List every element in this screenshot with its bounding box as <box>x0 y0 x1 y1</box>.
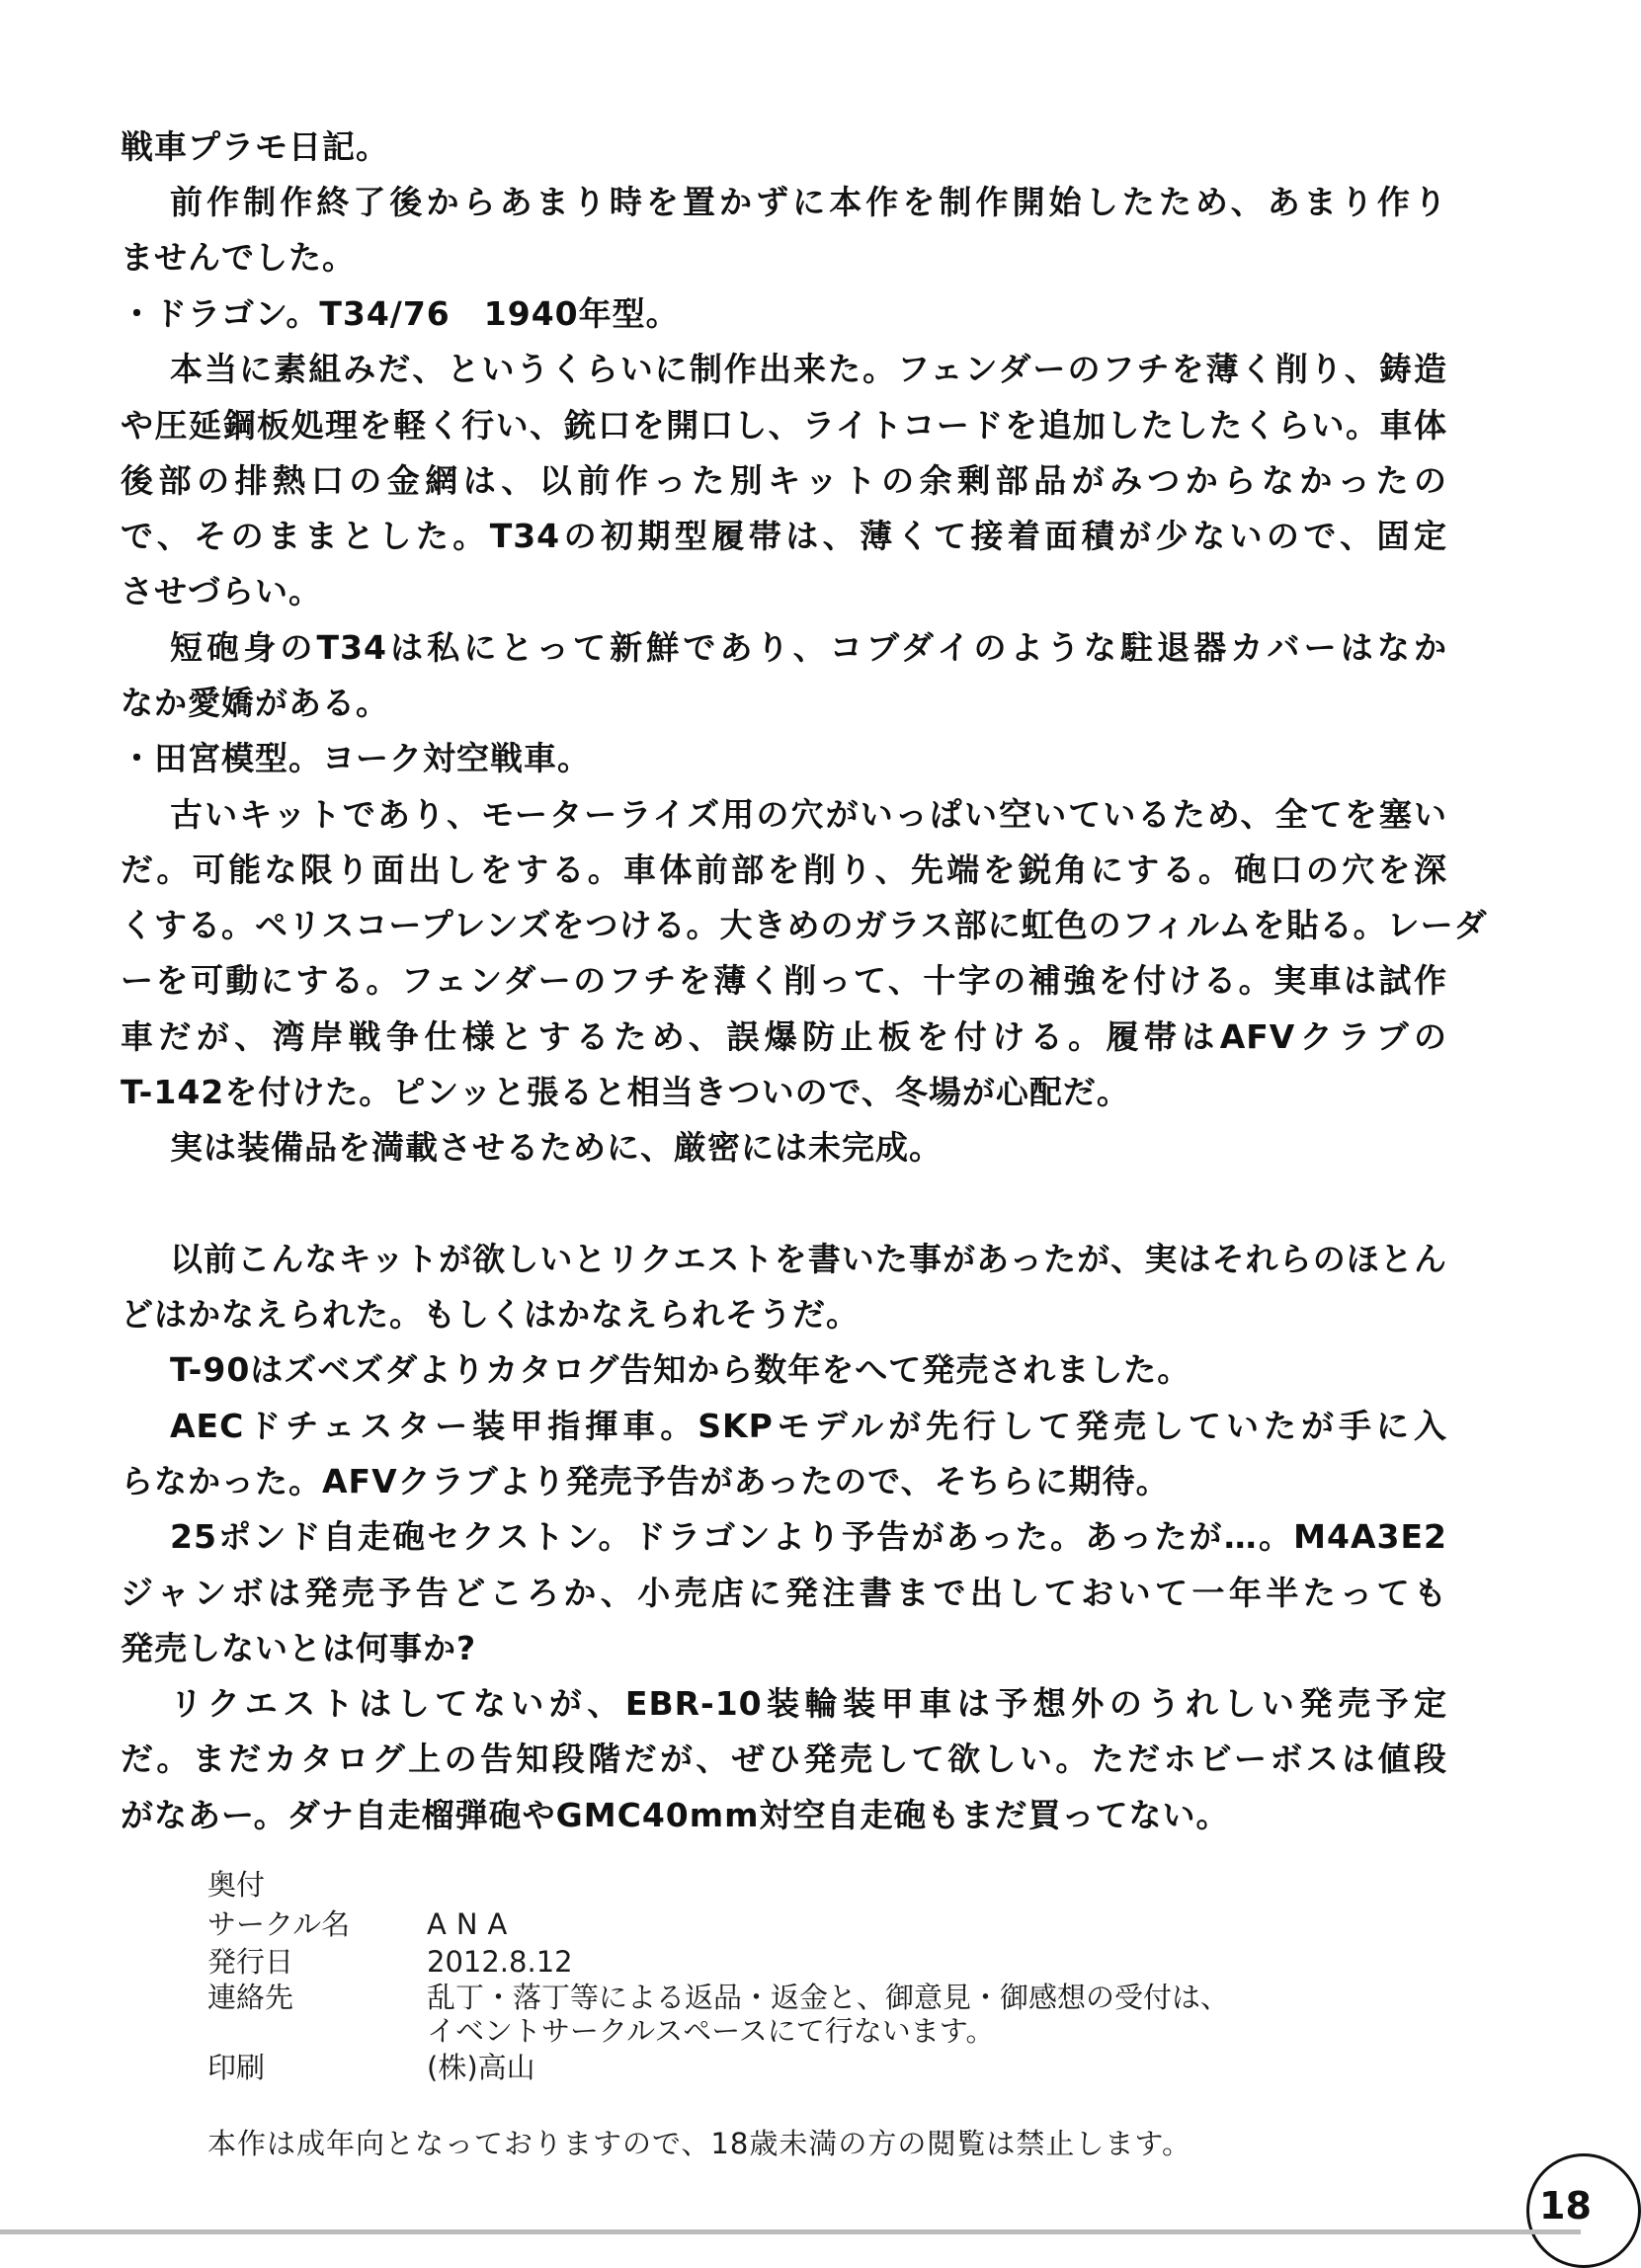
text-line: T-142を付けた。ピンッと張ると相当きついので、冬場が心配だ。 <box>121 1073 1130 1111</box>
text-line: 短砲身のT34は私にとって新鮮であり、コブダイのような駐退器カバーはなか <box>170 628 1447 667</box>
text-line: 本当に素組みだ、というくらいに制作出来た。フェンダーのフチを薄く削り、鋳造 <box>170 350 1447 388</box>
text-line: どはかなえられた。もしくはかなえられそうだ。 <box>121 1295 860 1334</box>
text-line: 車だが、湾岸戦争仕様とするため、誤爆防止板を付ける。履帯はAFVクラブの <box>121 1017 1447 1056</box>
text-line: 古いキットであり、モーターライズ用の穴がいっぱい空いているため、全てを塞い <box>170 795 1447 834</box>
circle-name-value: ANA <box>427 1907 518 1941</box>
text-line: 実は装備品を満載させるために、厳密には未完成。 <box>170 1128 943 1167</box>
text-line: や圧延鋼板処理を軽く行い、銃口を開口し、ライトコードを追加したしたくらい。車体 <box>121 406 1447 445</box>
text-line: がなあー。ダナ自走榴弾砲やGMC40mm対空自走砲もまだ買ってない。 <box>121 1796 1230 1834</box>
text-line: で、そのままとした。T34の初期型履帯は、薄くて接着面積が少ないので、固定 <box>121 517 1447 555</box>
text-line: 発売しないとは何事か? <box>121 1629 477 1667</box>
text-line: リクエストはしてないが、EBR-10装輪装甲車は予想外のうれしい発売予定 <box>170 1684 1447 1723</box>
text-line: AECドチェスター装甲指揮車。SKPモデルが先行して発売していたが手に入 <box>170 1407 1447 1445</box>
text-line: らなかった。AFVクラブより発売予告があったので、そちらに期待。 <box>121 1462 1170 1500</box>
issue-date-value: 2012.8.12 <box>427 1945 573 1979</box>
text-line: 前作制作終了後からあまり時を置かずに本作を制作開始したため、あまり作り <box>170 183 1447 221</box>
text-line: くする。ペリスコープレンズをつける。大きめのガラス部に虹色のフィルムを貼る。レーダ <box>121 906 1488 944</box>
contact-value: 乱丁・落丁等による返品・返金と、御意見・御感想の受付は、 <box>427 1981 1230 2014</box>
printer-label: 印刷 <box>207 2051 266 2084</box>
text-line: だ。可能な限り面出しをする。車体前部を削り、先端を鋭角にする。砲口の穴を深 <box>121 850 1447 889</box>
contact-value-cont: イベントサークルスペースにて行ないます。 <box>427 2014 995 2048</box>
printer-value: (株)高山 <box>427 2051 535 2084</box>
contact-label: 連絡先 <box>207 1981 294 2014</box>
text-line: 以前こんなキットが欲しいとリクエストを書いた事があったが、実はそれらのほとん <box>170 1240 1447 1278</box>
text-line: だ。まだカタログ上の告知段階だが、ぜひ発売して欲しい。ただホビーボスは値段 <box>121 1740 1447 1778</box>
section-heading: ・ドラゴン。T34/76 1940年型。 <box>121 294 680 333</box>
text-line: ませんでした。 <box>121 238 356 277</box>
age-restriction-notice: 本作は成年向となっておりますので、18歳未満の方の閲覧は禁止します。 <box>207 2127 1192 2160</box>
section-heading: ・田宮模型。ヨーク対空戦車。 <box>121 739 591 777</box>
text-line: させづらい。 <box>121 572 322 610</box>
circle-name-label: サークル名 <box>207 1907 351 1941</box>
issue-date-label: 発行日 <box>207 1945 294 1979</box>
text-line: なか愛嬌がある。 <box>121 684 389 722</box>
text-line: ジャンボは発売予告どころか、小売店に発注書まで出しておいて一年半たっても <box>121 1574 1447 1612</box>
scan-edge <box>0 2229 1581 2234</box>
text-line: 25ポンド自走砲セクストン。ドラゴンより予告があった。あったが…。M4A3E2 <box>170 1517 1447 1556</box>
text-line: T-90はズベズダよりカタログ告知から数年をへて発売されました。 <box>170 1350 1191 1389</box>
text-line: 後部の排熱口の金網は、以前作った別キットの余剰部品がみつからなかったの <box>121 461 1447 500</box>
title-line: 戦車プラモ日記。 <box>121 127 389 166</box>
text-line: ーを可動にする。フェンダーのフチを薄く削って、十字の補強を付ける。実車は試作 <box>121 961 1447 1000</box>
colophon-heading: 奥付 <box>207 1868 266 1902</box>
page-number: 18 <box>1539 2184 1592 2228</box>
page-number-badge <box>1526 2153 1641 2268</box>
